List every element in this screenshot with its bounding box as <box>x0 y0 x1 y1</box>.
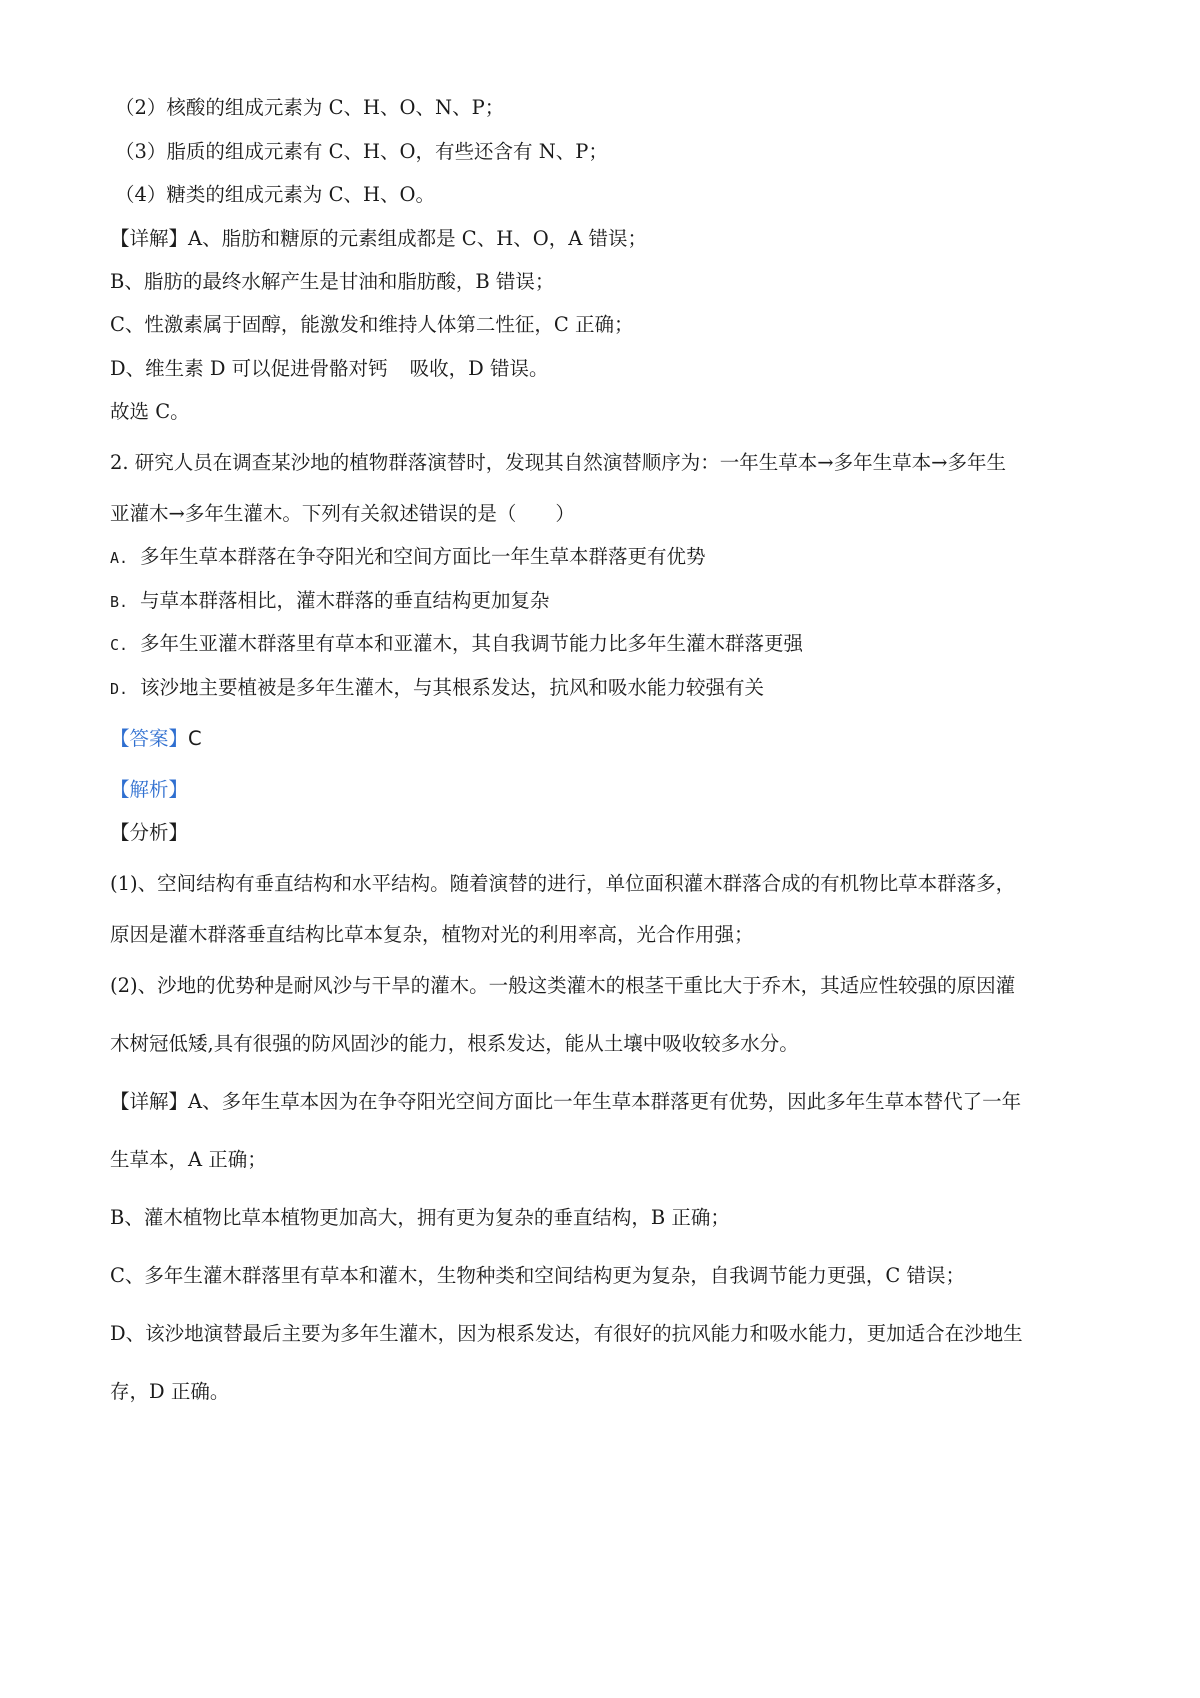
point-2-line-1: (2)、沙地的优势种是耐风沙与干旱的灌木。一般这类灌木的根茎干重比大于乔木，其适应性较强的原因灌 <box>110 974 1016 997</box>
q2-stem-line-2: 亚灌木→多年生灌木。下列有关叙述错误的是（ ） <box>110 502 575 525</box>
preamble-line-1: （2）核酸的组成元素为 C、H、O、N、P； <box>115 96 505 119</box>
analysis-tag-text: 【解析】 <box>110 778 189 801</box>
q1-conclusion: 故选 C。 <box>110 400 190 423</box>
option-letter: B. <box>110 593 129 611</box>
q2-detail-b: B、灌木植物比草本植物更加高大，拥有更为复杂的垂直结构，B 正确； <box>110 1206 730 1229</box>
option-letter: D. <box>110 680 129 698</box>
q2-option-c <box>110 630 1100 659</box>
preamble-line-3: （4）糖类的组成元素为 C、H、O。 <box>115 183 436 206</box>
q2-detail-d-line-1: D、该沙地演替最后主要为多年生灌木，因为根系发达，有很好的抗风能力和吸水能力，更加适合在沙地生 <box>110 1322 1023 1345</box>
option-letter: A. <box>110 549 129 567</box>
q1-detail-a <box>110 225 1100 253</box>
analysis-tag <box>110 776 1100 804</box>
q1-detail-d <box>110 355 1100 383</box>
option-text: 该沙地主要植被是多年生灌木，与其根系发达，抗风和吸水能力较强有关 <box>140 676 765 699</box>
point-2-line-2: 木树冠低矮,具有很强的防风固沙的能力，根系发达，能从土壤中吸收较多水分。 <box>110 1032 799 1055</box>
q2-option-b <box>110 587 1100 616</box>
answer-line <box>110 725 1100 753</box>
answer-tag: 【答案】 <box>110 727 189 750</box>
q2-detail-a-line-2: 生草本，A 正确； <box>110 1148 267 1171</box>
q2-detail-tag: 【详解】 <box>110 1090 189 1113</box>
q1-detail-c: C、性激素属于固醇，能激发和维持人体第二性征，C 正确； <box>110 313 634 336</box>
q1-detail-b: B、脂肪的最终水解产生是甘油和脂肪酸，B 错误； <box>110 270 555 293</box>
q1-detail-d-after: 吸收，D 错误。 <box>409 357 549 380</box>
option-text: 多年生草本群落在争夺阳光和空间方面比一年生草本群落更有优势 <box>140 545 706 568</box>
q2-option-a <box>110 543 1100 572</box>
point-1-line-1: (1)、空间结构有垂直结构和水平结构。随着演替的进行，单位面积灌木群落合成的有机物比草本群落多， <box>110 872 1016 895</box>
q1-detail-d-before: D、维生素 D 可以促进骨骼对钙 <box>110 357 388 380</box>
preamble-line-2: （3）脂质的组成元素有 C、H、O，有些还含有 N、P； <box>115 140 608 163</box>
option-text: 多年生亚灌木群落里有草本和亚灌木，其自我调节能力比多年生灌木群落更强 <box>140 632 804 655</box>
option-letter: C. <box>110 636 129 654</box>
q1-detail-tag: 【详解】 <box>110 227 189 250</box>
q2-detail-a-text: A、多年生草本因为在争夺阳光空间方面比一年生草本群落更有优势，因此多年生草本替代了一年 <box>188 1090 1022 1113</box>
q2-detail-d-line-2: 存，D 正确。 <box>110 1380 230 1403</box>
q2-detail-c: C、多年生灌木群落里有草本和灌木，生物种类和空间结构更为复杂，自我调节能力更强，C 错误； <box>110 1264 966 1287</box>
q2-option-d <box>110 674 1100 703</box>
answer-value: C <box>188 727 202 750</box>
point-1-line-2: 原因是灌木群落垂直结构比草本复杂，植物对光的利用率高，光合作用强； <box>110 923 754 946</box>
q2-detail-a-line-1 <box>110 1088 1100 1116</box>
option-text: 与草本群落相比，灌木群落的垂直结构更加复杂 <box>140 589 550 612</box>
fenxi-tag: 【分析】 <box>110 821 189 844</box>
q2-stem-line-1: 2. 研究人员在调查某沙地的植物群落演替时，发现其自然演替顺序为：一年生草本→多年生草本→多年生 <box>110 451 1006 474</box>
q1-detail-a-text: A、脂肪和糖原的元素组成都是 C、H、O，A 错误； <box>188 227 647 250</box>
